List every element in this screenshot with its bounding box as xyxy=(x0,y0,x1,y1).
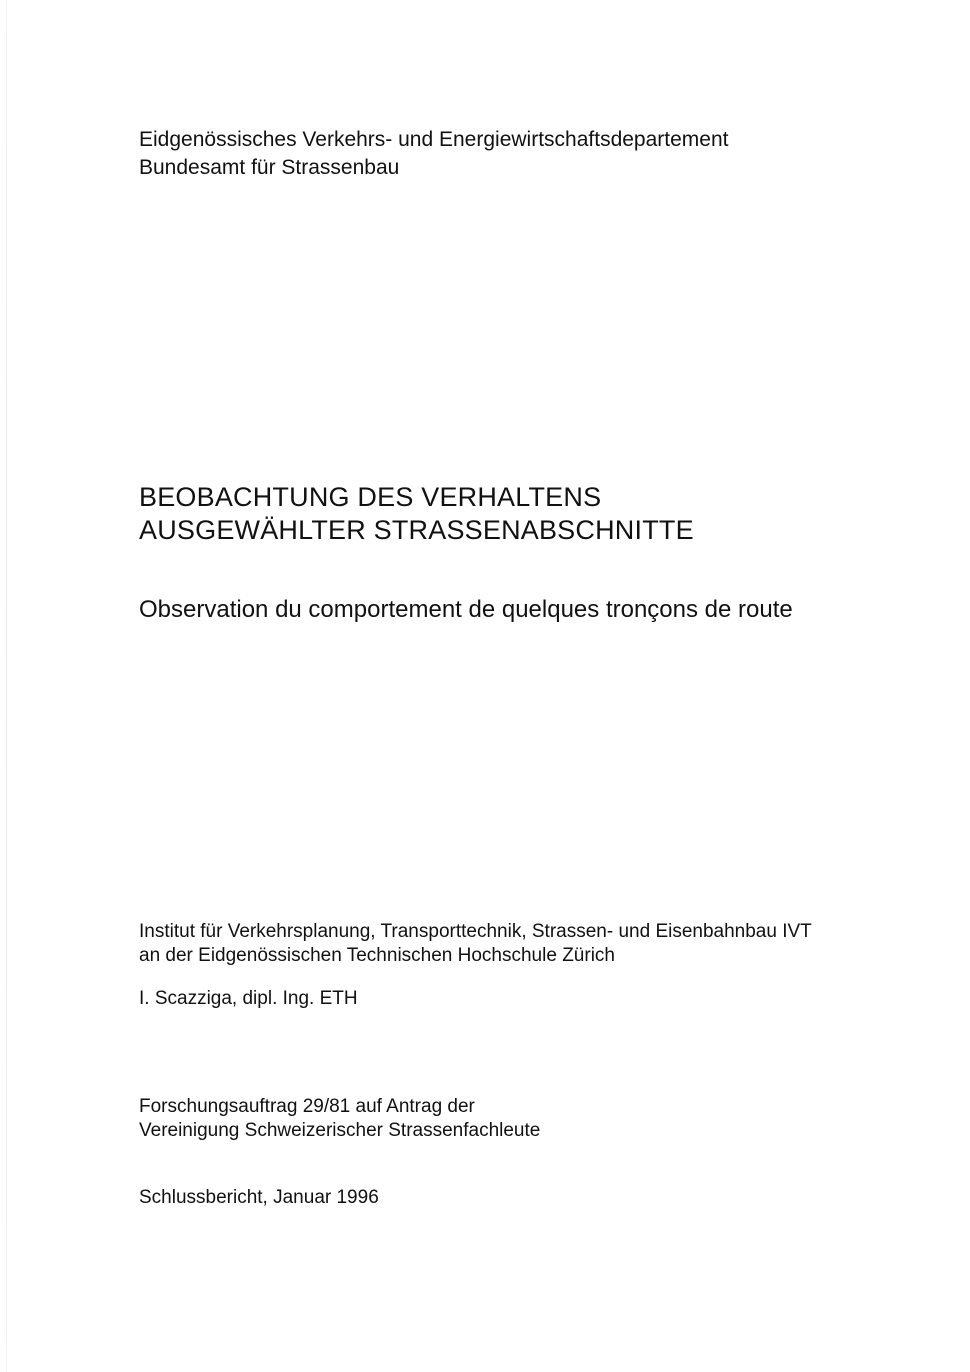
research-line-1: Forschungsauftrag 29/81 auf Antrag der xyxy=(139,1096,475,1117)
document-subtitle xyxy=(139,595,793,625)
document-title xyxy=(139,481,694,547)
institute-line-2: an der Eidgenössischen Technischen Hochschule Zürich xyxy=(139,945,615,966)
research-line-2: Vereinigung Schweizerischer Strassenfachleute xyxy=(139,1120,541,1141)
subtitle-text: Observation du comportement de quelques tronçons de route xyxy=(139,596,793,623)
scan-page-edge xyxy=(6,0,7,1372)
office-name: Bundesamt für Strassenbau xyxy=(139,156,400,179)
research-assignment xyxy=(139,1095,540,1143)
title-line-1: BEOBACHTUNG DES VERHALTENS xyxy=(139,482,602,512)
institute-line-1: Institut für Verkehrsplanung, Transporttechnik, Strassen- und Eisenbahnbau IVT xyxy=(139,921,812,942)
institute-block xyxy=(139,920,812,968)
title-line-2: AUSGEWÄHLTER STRASSENABSCHNITTE xyxy=(139,515,694,545)
publisher-header xyxy=(139,126,728,182)
author-name: I. Scazziga, dipl. Ing. ETH xyxy=(139,988,358,1009)
report-info xyxy=(139,1186,379,1210)
report-date: Schlussbericht, Januar 1996 xyxy=(139,1187,379,1208)
department-name: Eidgenössisches Verkehrs- und Energiewirtschaftsdepartement xyxy=(139,128,729,151)
author-block xyxy=(139,987,358,1011)
